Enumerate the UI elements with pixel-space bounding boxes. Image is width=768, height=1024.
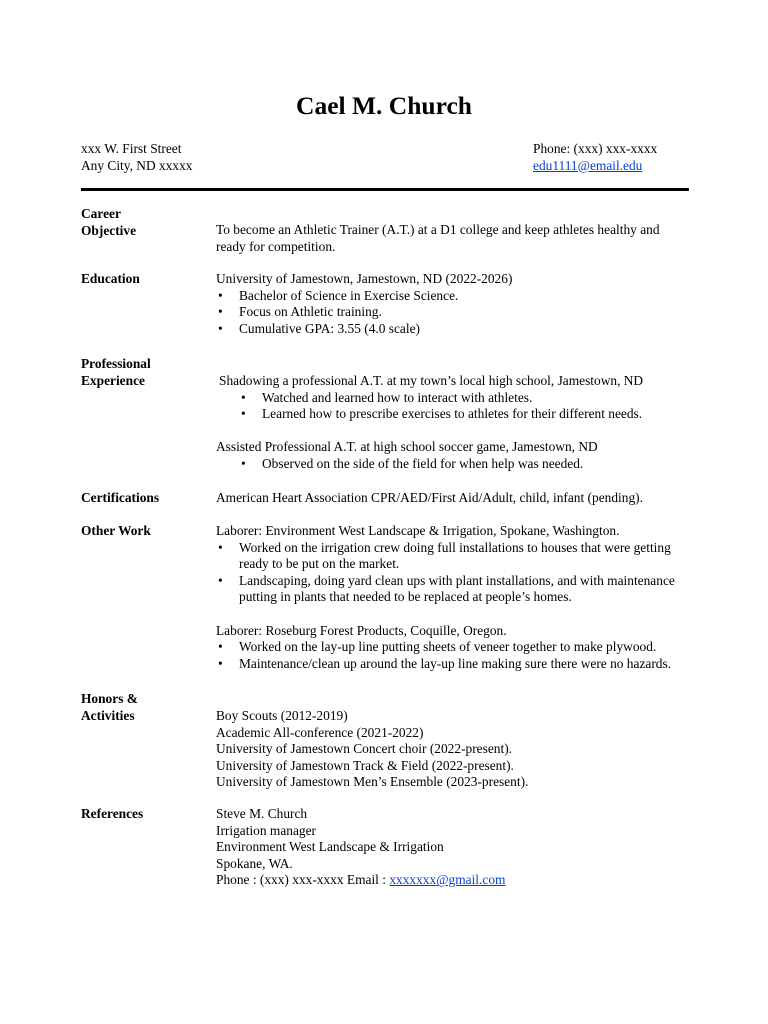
list-item: • Worked on the lay-up line putting sheets of veneer together to make plywood. bbox=[216, 639, 688, 656]
honors-item: University of Jamestown Men’s Ensemble (2023-present). bbox=[216, 774, 529, 790]
section-label-objective bbox=[81, 206, 206, 239]
reference-line: Irrigation manager bbox=[216, 822, 317, 838]
objective-text: To become an Athletic Trainer (A.T.) at a D1 college and keep athletes healthy and ready for competition. bbox=[216, 222, 660, 254]
list-item: • Maintenance/clean up around the lay-up line making sure there were no hazards. bbox=[216, 656, 688, 673]
reference-contact bbox=[216, 872, 696, 889]
honors-item: University of Jamestown Track & Field (2022-present). bbox=[216, 757, 514, 773]
honors-body bbox=[216, 708, 696, 791]
references-body bbox=[216, 806, 696, 889]
list-item: • Watched and learned how to interact with athletes. bbox=[216, 390, 696, 407]
honors-item: Boy Scouts (2012-2019) bbox=[216, 708, 348, 723]
other-work-body bbox=[216, 523, 688, 672]
other-work-job1-bullets bbox=[216, 540, 688, 606]
education-school: University of Jamestown, Jamestown, ND (2022-2026) bbox=[216, 271, 513, 286]
list-item: • Cumulative GPA: 3.55 (4.0 scale) bbox=[216, 321, 696, 338]
other-work-job-title: Laborer: Environment West Landscape & Irrigation, Spokane, Washington. bbox=[216, 523, 620, 538]
list-item: • Bachelor of Science in Exercise Science. bbox=[216, 288, 696, 305]
other-work-job2-bullets bbox=[216, 639, 688, 672]
section-label-references: References bbox=[81, 806, 144, 821]
reference-phone: Phone : (xxx) xxx-xxxx Email : bbox=[216, 872, 390, 888]
email-link[interactable]: edu1111@email.edu bbox=[533, 157, 643, 173]
reference-line: Spokane, WA. bbox=[216, 855, 293, 871]
certifications-text: American Heart Association CPR/AED/First Aid/Adult, child, infant (pending). bbox=[216, 490, 643, 505]
experience-job1-bullets bbox=[216, 390, 696, 423]
section-label-other-work: Other Work bbox=[81, 523, 151, 538]
resume-name: Cael M. Church bbox=[296, 91, 472, 120]
reference-email-link[interactable]: xxxxxxx@gmail.com bbox=[389, 872, 506, 888]
label-line: Objective bbox=[81, 222, 137, 238]
address-line-2: Any City, ND xxxxx bbox=[81, 157, 193, 173]
label-line: Professional bbox=[81, 356, 151, 371]
header-divider bbox=[81, 188, 689, 191]
reference-line: Environment West Landscape & Irrigation bbox=[216, 839, 444, 855]
education-bullets bbox=[216, 288, 696, 338]
list-item: • Landscaping, doing yard clean ups with plant installations, and with maintenance putting in plants that needed to be replaced at people’s homes. bbox=[216, 573, 688, 606]
honors-item: University of Jamestown Concert choir (2022-present). bbox=[216, 741, 513, 757]
list-item: • Observed on the side of the field for when help was needed. bbox=[216, 456, 696, 473]
list-item: • Worked on the irrigation crew doing full installations to houses that were getting ready to be put on the market. bbox=[216, 540, 688, 573]
honors-item: Academic All-conference (2021-2022) bbox=[216, 724, 424, 740]
section-label-education: Education bbox=[81, 271, 140, 286]
label-line: Career bbox=[81, 206, 121, 221]
experience-job-title: Assisted Professional A.T. at high school soccer game, Jamestown, ND bbox=[216, 439, 598, 455]
phone-number: Phone: (xxx) xxx-xxxx bbox=[533, 141, 658, 156]
education-body bbox=[216, 271, 696, 337]
section-label-certifications: Certifications bbox=[81, 490, 160, 505]
section-label-honors bbox=[81, 691, 206, 724]
contact-block bbox=[533, 141, 657, 174]
list-item: • Focus on Athletic training. bbox=[216, 304, 696, 321]
label-line: Experience bbox=[81, 372, 145, 388]
experience-job-title: Shadowing a professional A.T. at my town’s local high school, Jamestown, ND bbox=[219, 373, 644, 388]
address-line-1: xxx W. First Street bbox=[81, 141, 182, 156]
list-item: • Learned how to prescribe exercises to athletes for their different needs. bbox=[216, 406, 696, 423]
experience-body bbox=[216, 373, 696, 473]
experience-job2-bullets bbox=[216, 456, 696, 473]
label-line: Activities bbox=[81, 707, 135, 723]
section-label-experience bbox=[81, 356, 206, 389]
address-block bbox=[81, 141, 192, 174]
other-work-job-title: Laborer: Roseburg Forest Products, Coquille, Oregon. bbox=[216, 622, 507, 638]
label-line: Honors & bbox=[81, 691, 138, 706]
reference-line: Steve M. Church bbox=[216, 806, 308, 821]
